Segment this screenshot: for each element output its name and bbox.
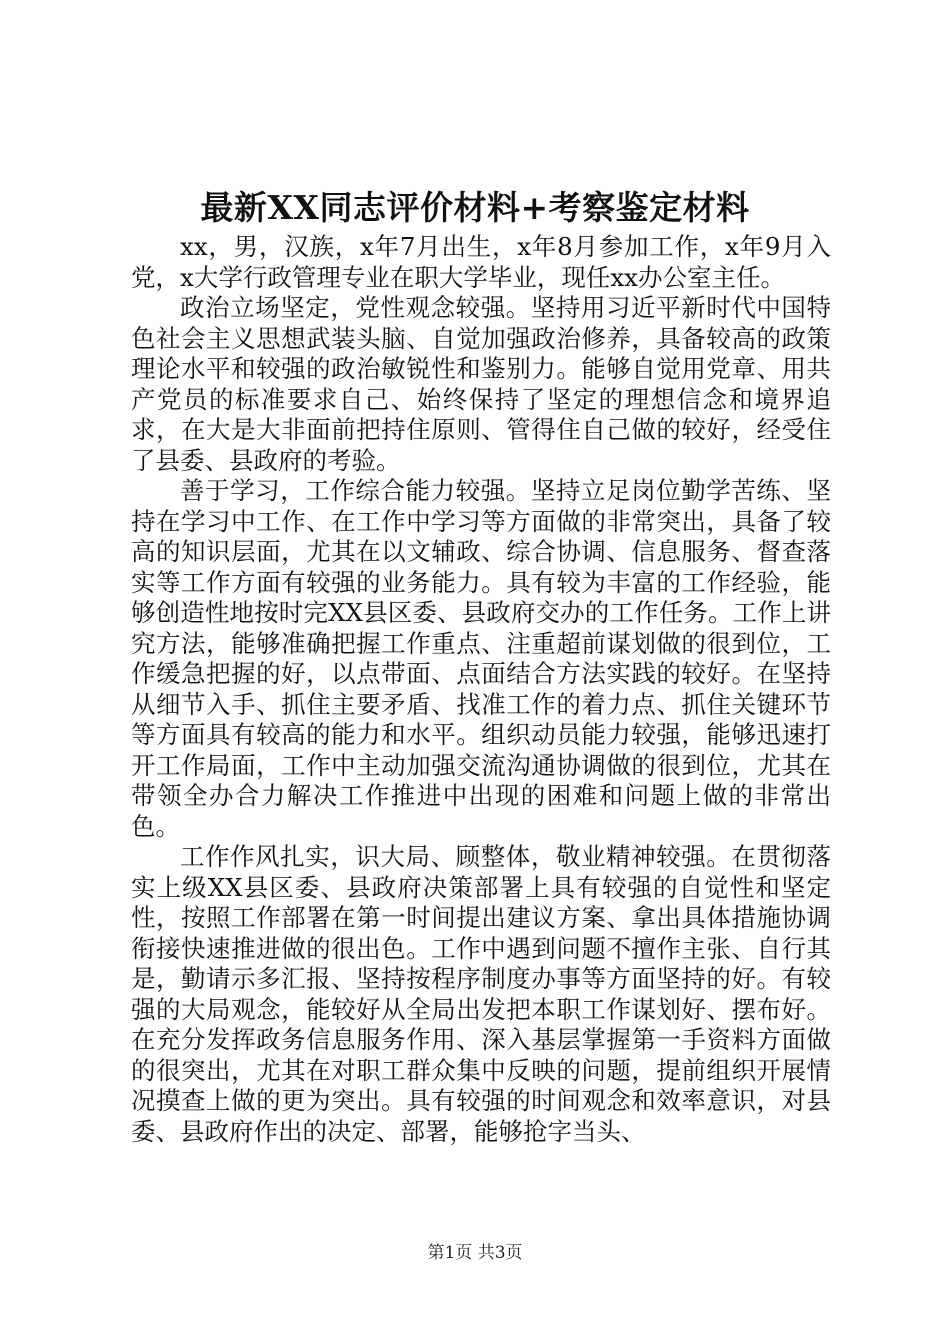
paragraph-learning-ability: 善于学习，工作综合能力较强。坚持立足岗位勤学苦练、坚持在学习中工作、在工作中学习等方面做的非常突出，具备了较高的知识层面，尤其在以文辅政、综合协调、信息服务、督查落实等工作方面有较强的业务能力。具有较为丰富的工作经验，能够创造性地按时完XX县区委、县政府交办的工作任务。工作上讲究方法，能够准确把握工作重点、注重超前谋划做的很到位，工作缓急把握的好，以点带面、点面结合方法实践的较好。在坚持从细节入手、抓住主要矛盾、找准工作的着力点、抓住关键环节等方面具有较高的能力和水平。组织动员能力较强，能够迅速打开工作局面，工作中主动加强交流沟通协调做的很到位，尤其在带领全办合力解决工作推进中出现的困难和问题上做的非常出色。 bbox=[131, 476, 831, 841]
document-title: 最新XX同志评价材料+考察鉴定材料 bbox=[200, 188, 750, 227]
document-body bbox=[131, 232, 831, 1147]
paragraph-personal-info: xx，男，汉族，x年7月出生，x年8月参加工作，x年9月入党，x大学行政管理专业在职大学毕业，现任xx办公室主任。 bbox=[131, 232, 831, 292]
paragraph-work-style: 工作作风扎实，识大局、顾整体，敬业精神较强。在贯彻落实上级XX县区委、县政府决策部署上具有较强的自觉性和坚定性，按照工作部署在第一时间提出建议方案、拿出具体措施协调衔接快速推进做的很出色。工作中遇到问题不擅作主张、自行其是，勤请示多汇报、坚持按程序制度办事等方面坚持的好。有较强的大局观念，能较好从全局出发把本职工作谋划好、摆布好。在充分发挥政务信息服务作用、深入基层掌握第一手资料方面做的很突出，尤其在对职工群众集中反映的问题，提前组织开展情况摸查上做的更为突出。具有较强的时间观念和效率意识，对县委、县政府作出的决定、部署，能够抢字当头、 bbox=[131, 842, 831, 1146]
paragraph-political-stance: 政治立场坚定，党性观念较强。坚持用习近平新时代中国特色社会主义思想武装头脑、自觉加强政治修养，具备较高的政策理论水平和较强的政治敏锐性和鉴别力。能够自觉用党章、用共产党员的标准要求自己、始终保持了坚定的理想信念和境界追求，在大是大非面前把持住原则、管得住自己做的较好，经受住了县委、县政府的考验。 bbox=[131, 293, 831, 475]
page-number-footer: 第1页 共3页 bbox=[427, 1243, 523, 1263]
